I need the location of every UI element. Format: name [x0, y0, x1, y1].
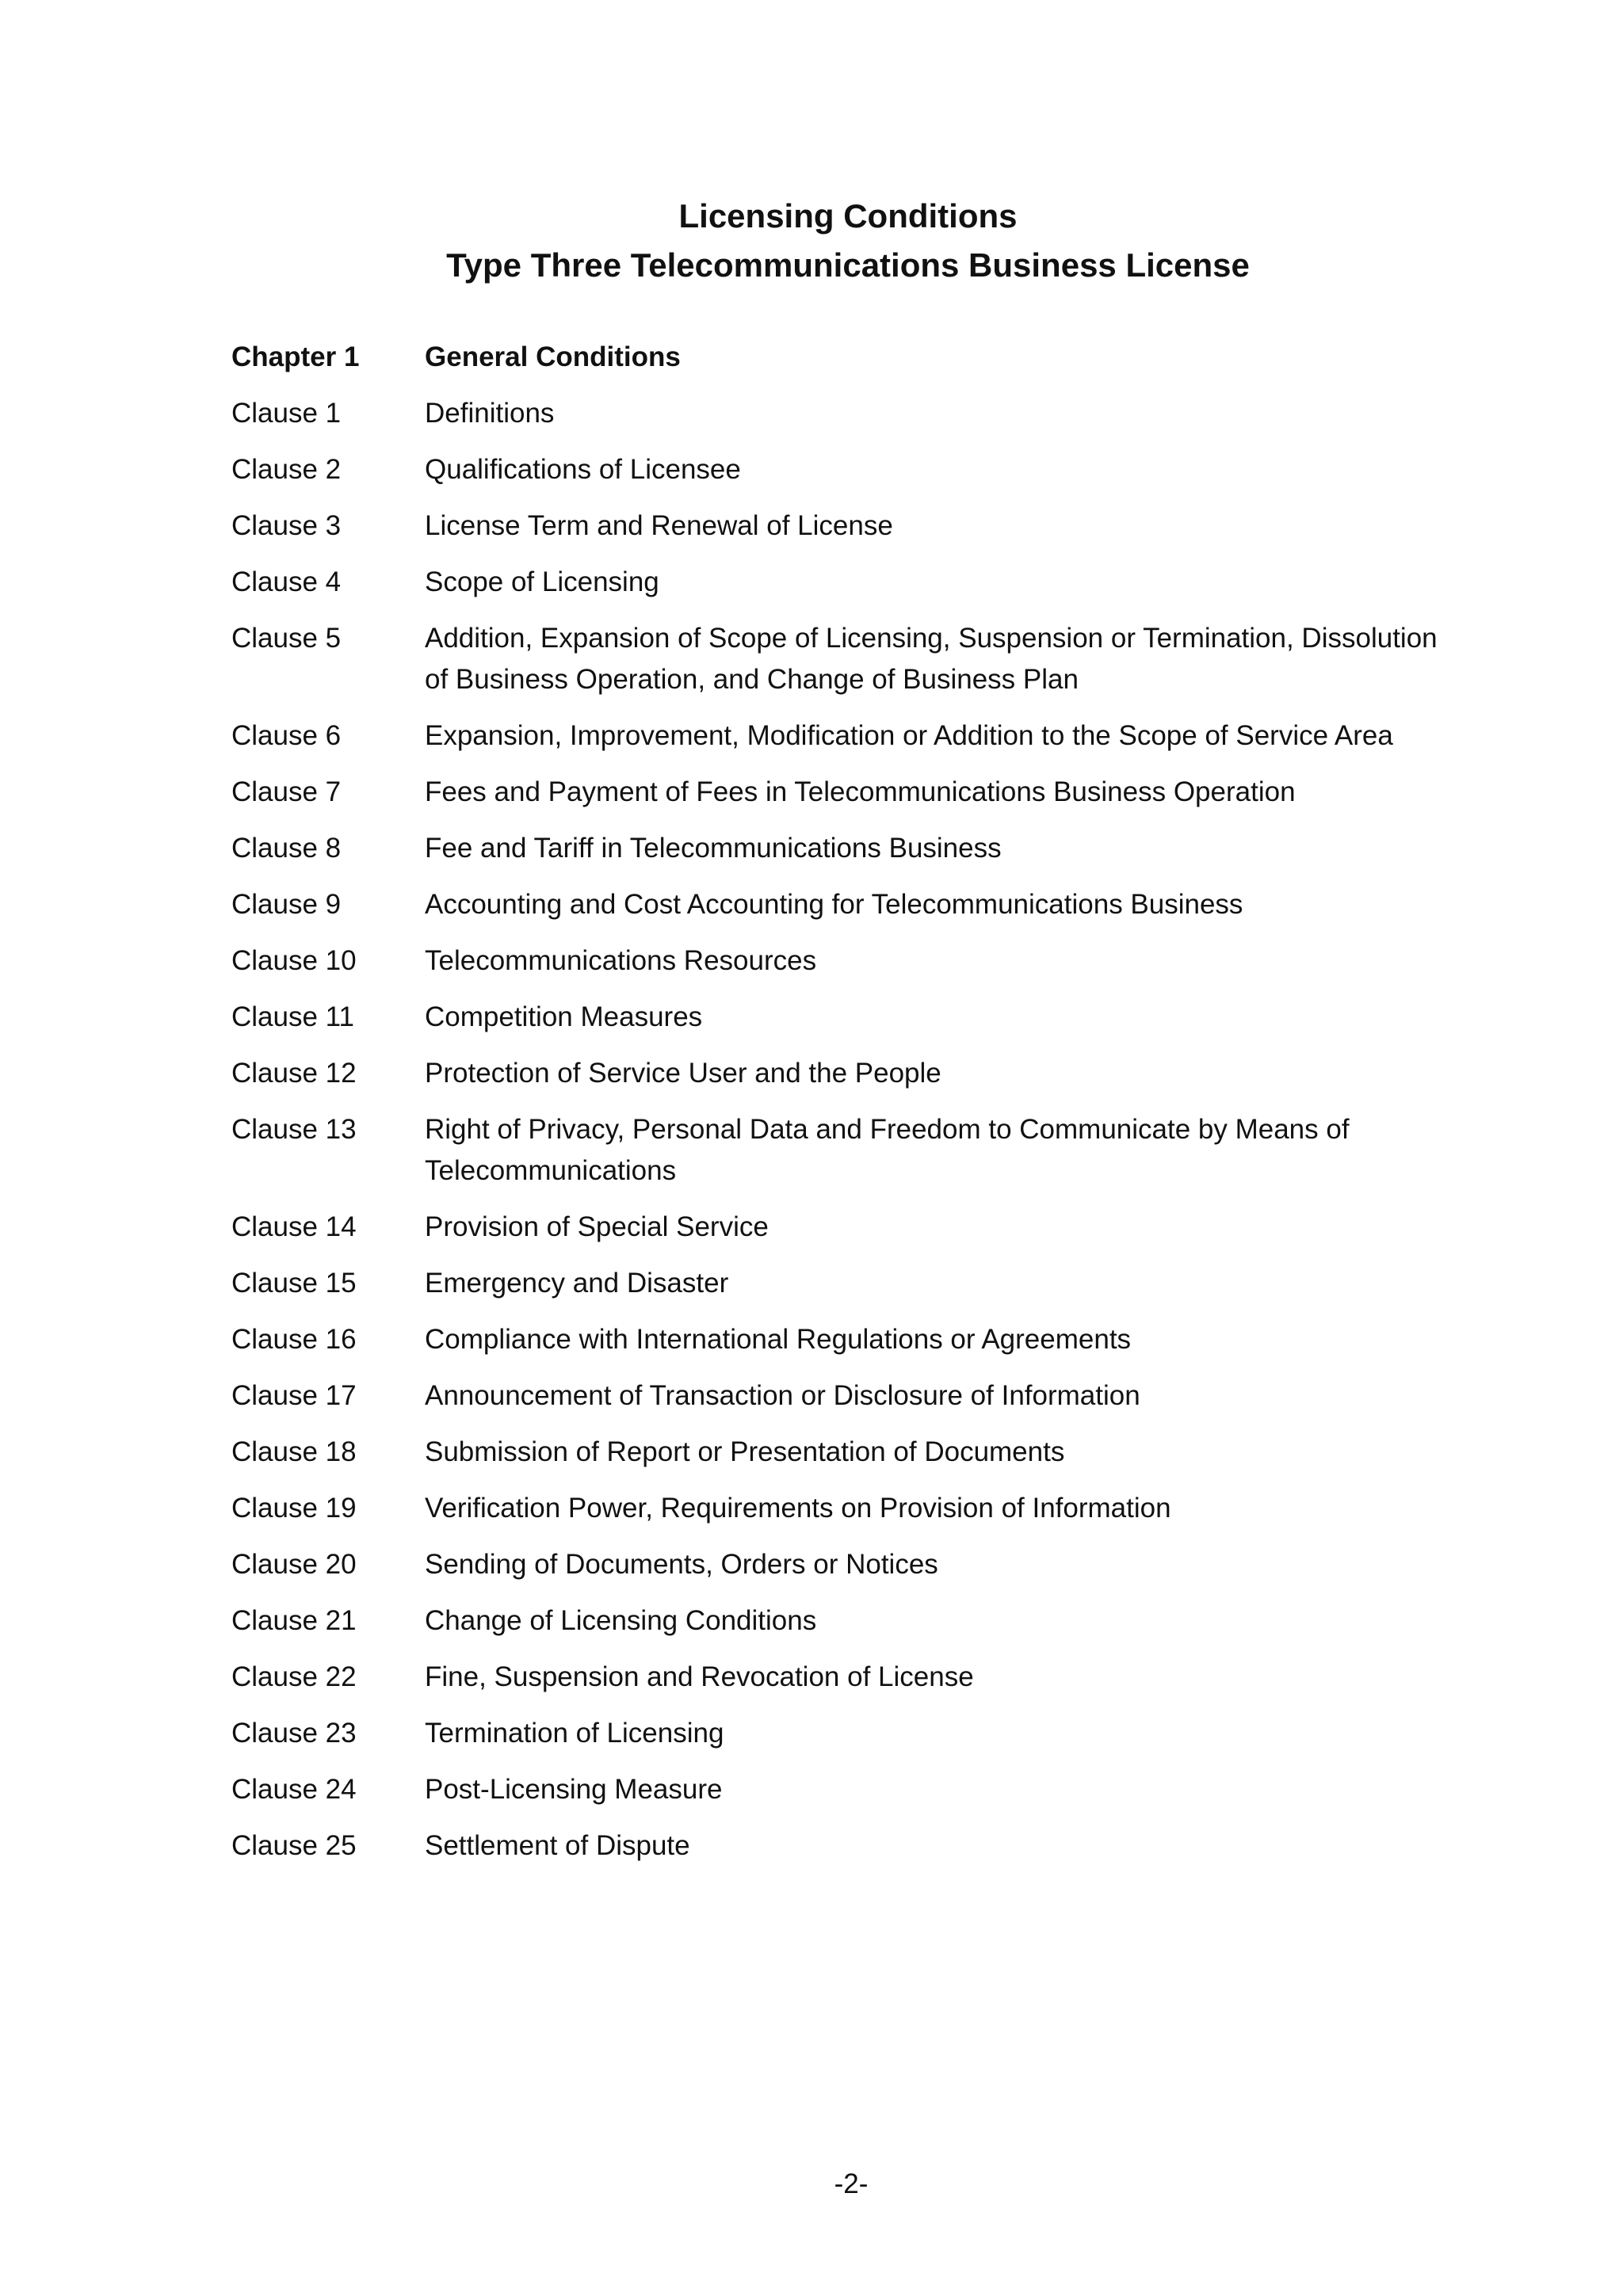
clause-title: Scope of Licensing [425, 566, 659, 597]
clause-number: Clause 14 [231, 1211, 357, 1242]
toc-clause-row [231, 1769, 1468, 1810]
clause-number: Clause 1 [231, 398, 342, 429]
clause-title: Verification Power, Requirements on Provision of Information [425, 1493, 1171, 1524]
clause-title: Expansion, Improvement, Modification or Addition to the Scope of Service Area [425, 720, 1393, 751]
clause-title: Protection of Service User and the People [425, 1058, 941, 1089]
clause-title: Fine, Suspension and Revocation of License [425, 1661, 974, 1692]
clause-title: Competition Measures [425, 1001, 703, 1032]
clause-title: Fee and Tariff in Telecommunications Business [425, 833, 1002, 864]
clause-number: Clause 25 [231, 1830, 357, 1861]
clause-title: Qualifications of Licensee [425, 454, 741, 485]
toc-clause-row [231, 1207, 1468, 1248]
document-title [0, 192, 1623, 290]
clause-number: Clause 4 [231, 566, 342, 597]
clause-number: Clause 20 [231, 1549, 357, 1580]
toc-clause-row [231, 1544, 1468, 1585]
toc-clause-row [231, 884, 1468, 925]
clause-number: Clause 17 [231, 1380, 357, 1411]
clause-number: Clause 5 [231, 623, 342, 654]
chapter-number: Chapter 1 [231, 341, 360, 372]
clause-number: Clause 19 [231, 1493, 357, 1524]
clause-number: Clause 12 [231, 1058, 357, 1089]
clause-title: Announcement of Transaction or Disclosure of Information [425, 1380, 1140, 1411]
clause-number: Clause 21 [231, 1605, 357, 1636]
title-line-2: Type Three Telecommunications Business License [446, 246, 1250, 284]
page-number: -2- [834, 2168, 869, 2199]
toc-clause-row [231, 618, 1468, 700]
toc-clause-row [231, 828, 1468, 869]
toc-clause-row [231, 1109, 1468, 1192]
clause-title: Post-Licensing Measure [425, 1774, 723, 1805]
toc-clause-row [231, 772, 1468, 813]
toc-clause-row [231, 715, 1468, 757]
clause-title: Provision of Special Service [425, 1211, 769, 1242]
clause-number: Clause 9 [231, 889, 342, 920]
clause-title: Settlement of Dispute [425, 1830, 690, 1861]
toc-chapter-row [231, 337, 1468, 378]
clause-title: Fees and Payment of Fees in Telecommunications Business Operation [425, 776, 1296, 807]
clause-number: Clause 3 [231, 510, 342, 541]
table-of-contents [231, 337, 1468, 1882]
clause-title: Compliance with International Regulations or Agreements [425, 1324, 1132, 1355]
toc-clause-row [231, 940, 1468, 982]
clause-title: Addition, Expansion of Scope of Licensing, Suspension or Termination, Dissolution of Business Operation, and Change of Business Plan [425, 623, 1438, 695]
clause-title: Submission of Report or Presentation of Documents [425, 1436, 1065, 1467]
title-line-1: Licensing Conditions [678, 197, 1018, 235]
clause-title: License Term and Renewal of License [425, 510, 893, 541]
clause-number: Clause 16 [231, 1324, 357, 1355]
toc-clause-row [231, 1375, 1468, 1417]
toc-clause-row [231, 1432, 1468, 1473]
toc-clause-row [231, 449, 1468, 490]
chapter-title: General Conditions [425, 341, 681, 372]
clause-number: Clause 13 [231, 1114, 357, 1145]
toc-clause-row [231, 1053, 1468, 1094]
clause-number: Clause 15 [231, 1268, 357, 1299]
toc-clause-row [231, 1488, 1468, 1529]
clause-title: Sending of Documents, Orders or Notices [425, 1549, 938, 1580]
toc-clause-row [231, 997, 1468, 1038]
clause-title: Telecommunications Resources [425, 945, 817, 976]
clause-number: Clause 8 [231, 833, 342, 864]
clause-title: Emergency and Disaster [425, 1268, 729, 1299]
clause-title: Termination of Licensing [425, 1718, 724, 1749]
toc-clause-row [231, 562, 1468, 603]
toc-clause-row [231, 505, 1468, 547]
clause-title: Right of Privacy, Personal Data and Freedom to Communicate by Means of Telecommunications [425, 1114, 1350, 1186]
toc-clause-row [231, 1825, 1468, 1867]
clause-number: Clause 7 [231, 776, 342, 807]
toc-clause-row [231, 1600, 1468, 1642]
clause-number: Clause 6 [231, 720, 342, 751]
toc-clause-row [231, 1713, 1468, 1754]
clause-number: Clause 24 [231, 1774, 357, 1805]
toc-clause-row [231, 393, 1468, 434]
clause-number: Clause 18 [231, 1436, 357, 1467]
toc-clause-row [231, 1657, 1468, 1698]
clause-title: Change of Licensing Conditions [425, 1605, 817, 1636]
toc-clause-row [231, 1319, 1468, 1360]
clause-number: Clause 22 [231, 1661, 357, 1692]
toc-clause-row [231, 1263, 1468, 1304]
clause-number: Clause 23 [231, 1718, 357, 1749]
clause-number: Clause 10 [231, 945, 357, 976]
clause-title: Accounting and Cost Accounting for Telecommunications Business [425, 889, 1243, 920]
clause-title: Definitions [425, 398, 555, 429]
clause-number: Clause 11 [231, 1001, 355, 1032]
clause-number: Clause 2 [231, 454, 342, 485]
